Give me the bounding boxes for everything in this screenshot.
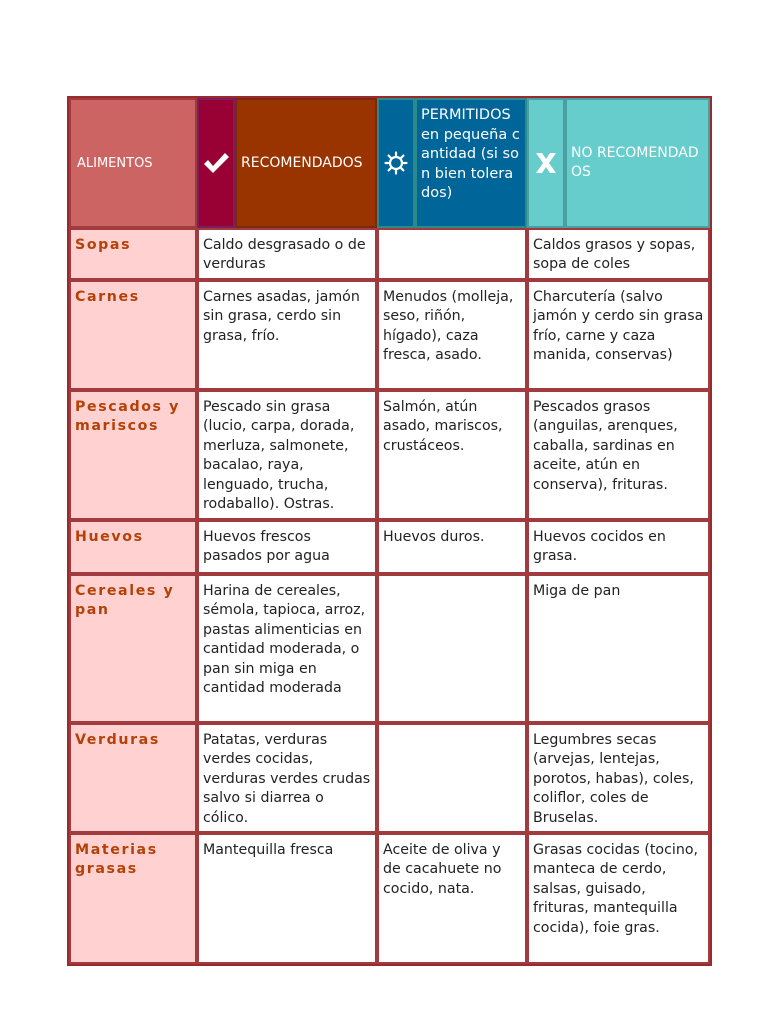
cell-permitidos <box>377 723 527 833</box>
checkmark-icon <box>202 151 230 175</box>
no-recomendados-icon-cell <box>527 98 565 228</box>
cell-text: Caldo desgrasado o de verduras <box>203 237 366 273</box>
row-category <box>69 574 197 723</box>
cell-text: Salmón, atún asado, mariscos, crustáceos. <box>383 399 503 454</box>
cell-text: Huevos frescos pasados por agua <box>203 529 330 565</box>
cell-permitidos <box>377 520 527 574</box>
cell-no-recomendados <box>527 280 710 390</box>
cell-text: Caldos grasos y sopas, sopa de coles <box>533 237 696 273</box>
cell-text: Huevos cocidos en grasa. <box>533 529 666 565</box>
cell-text: Pescado sin grasa (lucio, carpa, dorada, merluza, salmonete, bacalao, raya, lenguado, trucha, rodaballo). Ostras. <box>203 399 355 513</box>
cell-recomendados <box>197 833 377 964</box>
cell-text: Patatas, verduras verdes cocidas, verduras verdes crudas salvo si diarrea o cólico. <box>203 732 371 826</box>
header-permitidos <box>415 98 527 228</box>
row-category <box>69 228 197 280</box>
cell-no-recomendados <box>527 520 710 574</box>
row-category <box>69 390 197 520</box>
cell-recomendados <box>197 390 377 520</box>
category-label: Sopas <box>75 237 132 253</box>
category-label: Huevos <box>75 529 144 545</box>
category-label: Verduras <box>75 732 160 748</box>
cell-text: Aceite de oliva y de cacahuete no cocido, nata. <box>383 842 502 897</box>
cell-permitidos <box>377 390 527 520</box>
category-label: Materias grasas <box>75 842 158 878</box>
cell-recomendados <box>197 723 377 833</box>
sun-icon <box>384 151 408 175</box>
cell-no-recomendados <box>527 574 710 723</box>
cell-permitidos <box>377 228 527 280</box>
cell-text: Harina de cereales, sémola, tapioca, arroz, pastas alimenticias en cantidad moderada, o pan sin miga en cantidad moderada <box>203 583 366 697</box>
cell-recomendados <box>197 520 377 574</box>
header-no-recomendados-label: NO RECOMENDADOS <box>571 145 699 180</box>
recomendados-icon-cell <box>197 98 235 228</box>
row-category <box>69 723 197 833</box>
cell-permitidos <box>377 280 527 390</box>
header-no-recomendados <box>565 98 710 228</box>
category-label: Pescados y mariscos <box>75 399 180 435</box>
cell-text: Legumbres secas (arvejas, lentejas, porotos, habas), coles, coliflor, coles de Bruselas. <box>533 732 694 826</box>
cell-text: Miga de pan <box>533 583 621 599</box>
row-category <box>69 833 197 964</box>
category-label: Cereales y pan <box>75 583 175 619</box>
x-mark-icon <box>533 150 559 176</box>
header-recomendados <box>235 98 377 228</box>
cell-no-recomendados <box>527 723 710 833</box>
cell-no-recomendados <box>527 390 710 520</box>
cell-recomendados <box>197 574 377 723</box>
row-category <box>69 280 197 390</box>
cell-no-recomendados <box>527 228 710 280</box>
cell-text: Grasas cocidas (tocino, manteca de cerdo, salsas, guisado, frituras, mantequilla cocida), foie gras. <box>533 842 699 936</box>
header-alimentos <box>69 98 197 228</box>
permitidos-icon-cell <box>377 98 415 228</box>
header-recomendados-label: RECOMENDADOS <box>241 154 363 171</box>
cell-recomendados <box>197 280 377 390</box>
cell-text: Mantequilla fresca <box>203 842 334 858</box>
cell-text: Menudos (molleja, seso, riñón, hígado), caza fresca, asado. <box>383 289 514 364</box>
cell-text: Pescados grasos (anguilas, arenques, caballa, sardinas en aceite, atún en conserva), frituras. <box>533 399 678 493</box>
cell-permitidos <box>377 833 527 964</box>
cell-recomendados <box>197 228 377 280</box>
category-label: Carnes <box>75 289 140 305</box>
cell-text: Carnes asadas, jamón sin grasa, cerdo sin grasa, frío. <box>203 289 360 344</box>
header-permitidos-label: PERMITIDOS en pequeña cantidad (si son bien tolerados) <box>421 107 520 201</box>
cell-text: Charcutería (salvo jamón y cerdo sin grasa frío, carne y caza manida, conservas) <box>533 289 704 364</box>
row-category <box>69 520 197 574</box>
header-alimentos-label: ALIMENTOS <box>77 155 153 171</box>
cell-no-recomendados <box>527 833 710 964</box>
cell-text: Huevos duros. <box>383 529 485 545</box>
cell-permitidos <box>377 574 527 723</box>
